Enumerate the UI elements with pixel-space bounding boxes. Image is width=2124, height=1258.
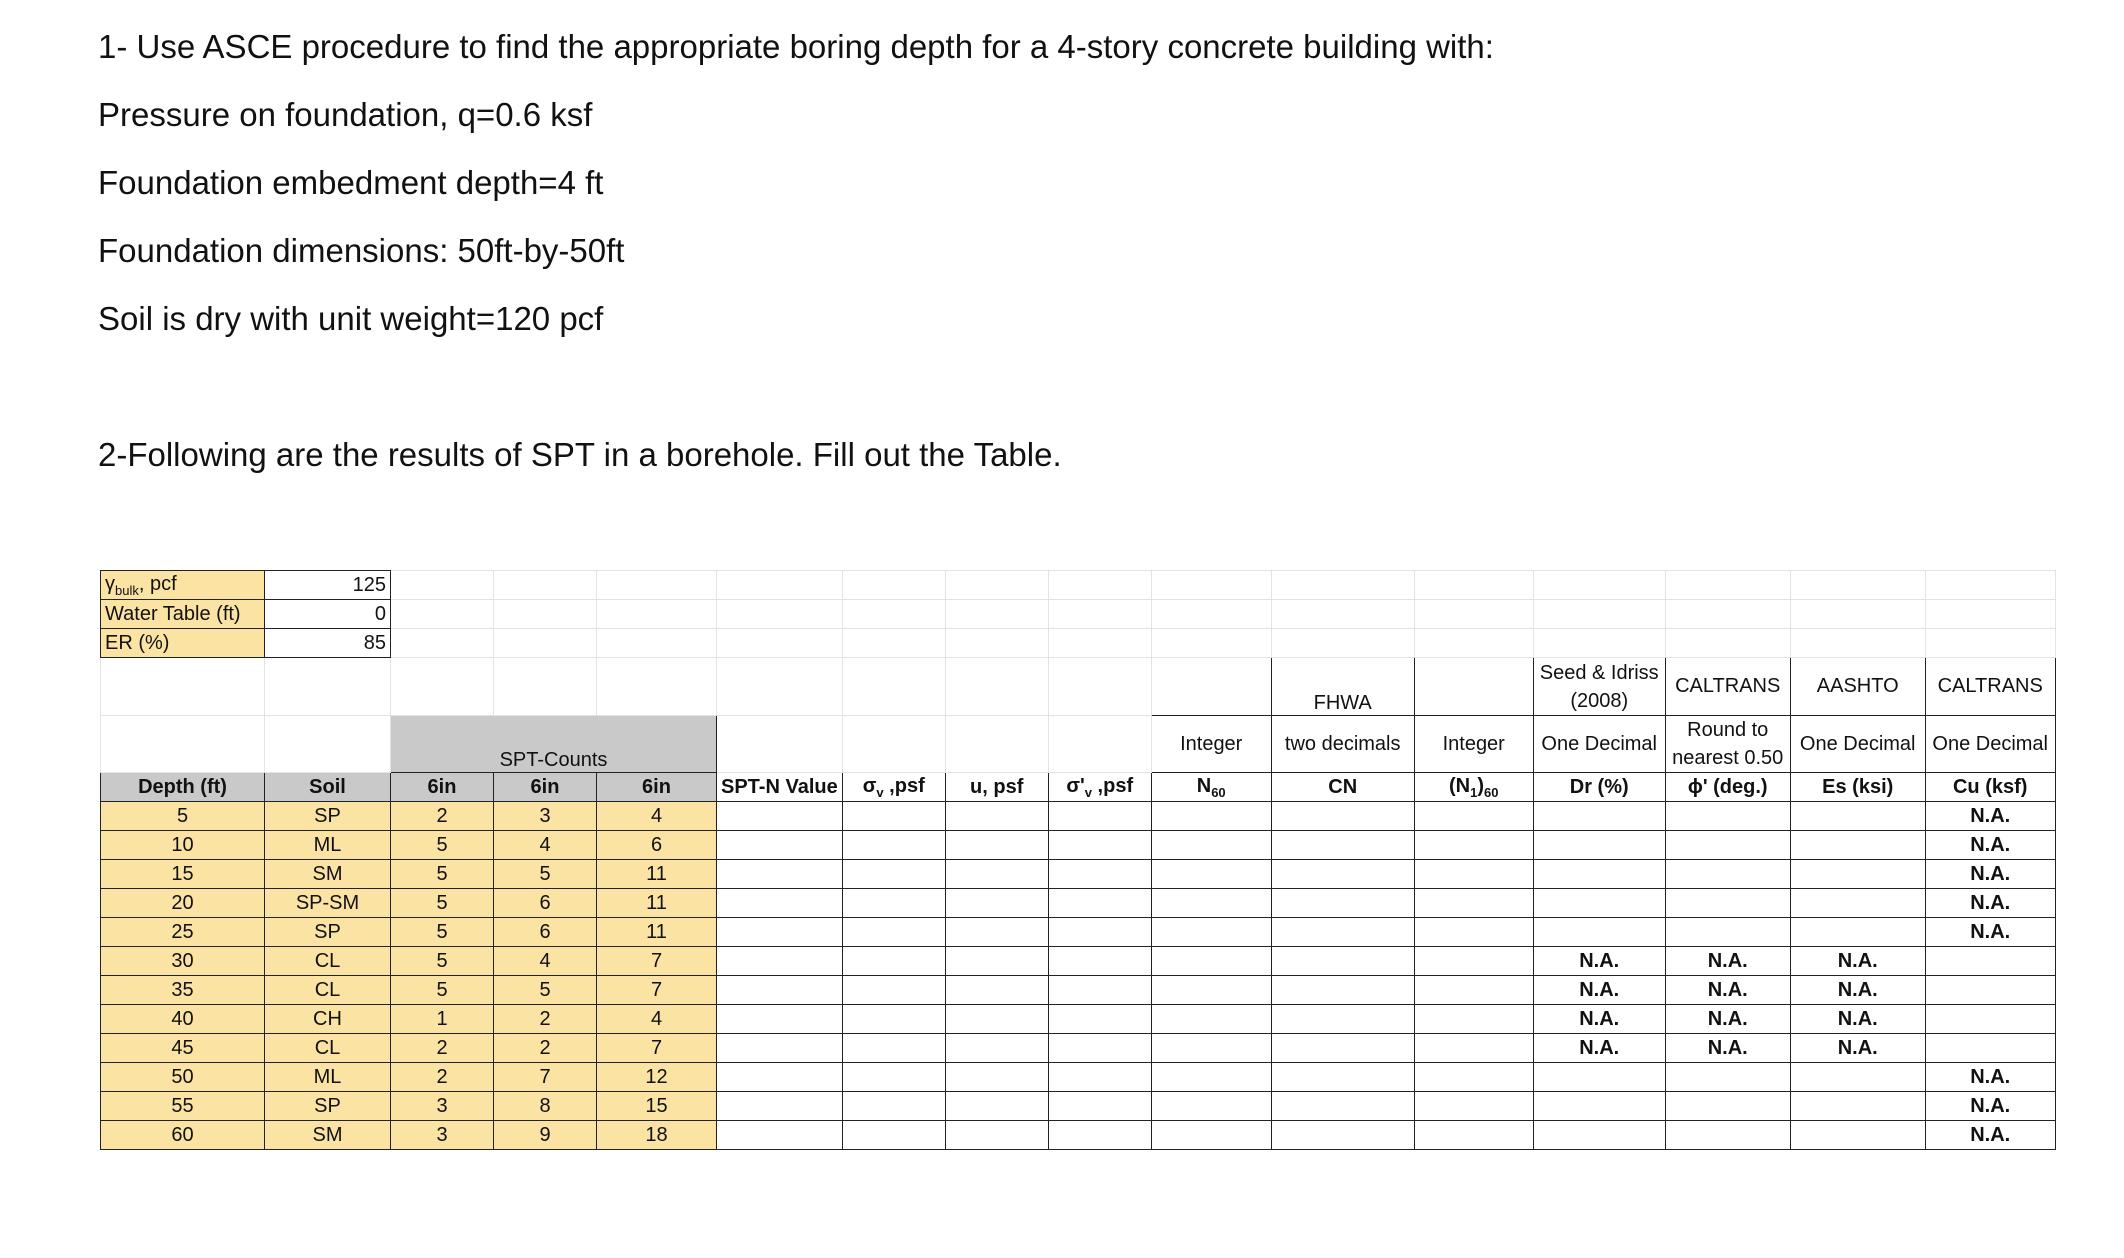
cell-n160[interactable] — [1414, 947, 1533, 976]
cell-es[interactable] — [1790, 1092, 1925, 1121]
cell-c2[interactable]: 2 — [494, 1005, 597, 1034]
cell-c2[interactable]: 5 — [494, 976, 597, 1005]
cell-phi[interactable]: N.A. — [1665, 947, 1790, 976]
cell-c1[interactable]: 5 — [391, 976, 494, 1005]
er-value[interactable]: 85 — [265, 629, 391, 658]
precision-cu: One Decimal — [1925, 716, 2055, 773]
cell-n60[interactable] — [1151, 1034, 1271, 1063]
cell-phi[interactable] — [1665, 889, 1790, 918]
cell-sigma[interactable] — [842, 860, 945, 889]
cell-c2[interactable]: 6 — [494, 889, 597, 918]
cell-c3[interactable]: 11 — [597, 860, 717, 889]
cell-n60[interactable] — [1151, 1121, 1271, 1150]
cell-n160[interactable] — [1414, 802, 1533, 831]
cell-es[interactable]: N.A. — [1790, 976, 1925, 1005]
cell-c1[interactable]: 3 — [391, 1092, 494, 1121]
header-source-row — [101, 658, 2056, 716]
cell-es[interactable]: N.A. — [1790, 1034, 1925, 1063]
cell-cn[interactable] — [1271, 860, 1414, 889]
cell-c2[interactable]: 4 — [494, 831, 597, 860]
cell-depth[interactable]: 10 — [101, 831, 265, 860]
cell-u[interactable] — [945, 802, 1048, 831]
cell-n160[interactable] — [1414, 976, 1533, 1005]
er-label: ER (%) — [101, 629, 265, 658]
precision-n60: Integer — [1151, 716, 1271, 773]
cell-sigma[interactable] — [842, 918, 945, 947]
cell-sptn[interactable] — [717, 1121, 843, 1150]
cell-soil[interactable]: CH — [265, 1005, 391, 1034]
col-phi: ϕ' (deg.) — [1665, 773, 1790, 802]
spt-table — [100, 570, 2056, 1150]
cell-dr[interactable] — [1533, 860, 1665, 889]
cell-dr[interactable] — [1533, 802, 1665, 831]
cell-cu[interactable]: N.A. — [1925, 831, 2055, 860]
precision-dr: One Decimal — [1533, 716, 1665, 773]
cell-c1[interactable]: 5 — [391, 860, 494, 889]
source-cu: CALTRANS — [1925, 658, 2055, 716]
col-cn: CN — [1271, 773, 1414, 802]
cell-dr[interactable] — [1533, 831, 1665, 860]
cell-soil[interactable]: SP — [265, 1092, 391, 1121]
source-n60 — [1151, 658, 1271, 716]
cell-c3[interactable]: 4 — [597, 1005, 717, 1034]
cell-dr[interactable] — [1533, 1063, 1665, 1092]
cell-n60[interactable] — [1151, 889, 1271, 918]
cell-sigma[interactable] — [842, 1005, 945, 1034]
cell-u[interactable] — [945, 889, 1048, 918]
cell-n160[interactable] — [1414, 1005, 1533, 1034]
problem1-line-soil: Soil is dry with unit weight=120 pcf — [98, 300, 604, 337]
cell-soil[interactable]: ML — [265, 831, 391, 860]
cell-sigma[interactable] — [842, 1121, 945, 1150]
col-depth: Depth (ft) — [101, 773, 265, 802]
cell-cu[interactable]: N.A. — [1925, 1092, 2055, 1121]
cell-cu[interactable]: N.A. — [1925, 918, 2055, 947]
cell-n160[interactable] — [1414, 831, 1533, 860]
cell-sptn[interactable] — [717, 831, 843, 860]
cell-c3[interactable]: 7 — [597, 947, 717, 976]
cell-depth[interactable]: 20 — [101, 889, 265, 918]
cell-dr[interactable] — [1533, 1092, 1665, 1121]
precision-cn: two decimals — [1271, 716, 1414, 773]
cell-soil[interactable]: CL — [265, 976, 391, 1005]
cell-u[interactable] — [945, 976, 1048, 1005]
cell-sigmap[interactable] — [1048, 802, 1151, 831]
table-row — [101, 1092, 2056, 1121]
cell-c3[interactable]: 12 — [597, 1063, 717, 1092]
cell-n60[interactable] — [1151, 947, 1271, 976]
cell-sigmap[interactable] — [1048, 1121, 1151, 1150]
cell-sigmap[interactable] — [1048, 1005, 1151, 1034]
cell-sptn[interactable] — [717, 1034, 843, 1063]
cell-n60[interactable] — [1151, 918, 1271, 947]
cell-u[interactable] — [945, 1005, 1048, 1034]
cell-c3[interactable]: 7 — [597, 976, 717, 1005]
cell-es[interactable]: N.A. — [1790, 1005, 1925, 1034]
cell-cu[interactable]: N.A. — [1925, 1063, 2055, 1092]
cell-es[interactable]: N.A. — [1790, 947, 1925, 976]
cell-cu[interactable]: N.A. — [1925, 860, 2055, 889]
col-es: Es (ksi) — [1790, 773, 1925, 802]
cell-c3[interactable]: 15 — [597, 1092, 717, 1121]
cell-dr[interactable] — [1533, 1121, 1665, 1150]
cell-u[interactable] — [945, 1034, 1048, 1063]
cell-c1[interactable]: 5 — [391, 889, 494, 918]
table-row — [101, 976, 2056, 1005]
cell-c3[interactable]: 7 — [597, 1034, 717, 1063]
cell-sigmap[interactable] — [1048, 889, 1151, 918]
cell-dr[interactable]: N.A. — [1533, 947, 1665, 976]
cell-c1[interactable]: 2 — [391, 1034, 494, 1063]
cell-c2[interactable]: 8 — [494, 1092, 597, 1121]
cell-n160[interactable] — [1414, 1063, 1533, 1092]
cell-c1[interactable]: 5 — [391, 831, 494, 860]
cell-n160[interactable] — [1414, 1034, 1533, 1063]
cell-sigma[interactable] — [842, 976, 945, 1005]
cell-sigmap[interactable] — [1048, 918, 1151, 947]
table-row — [101, 802, 2056, 831]
col-sigma-v: $\sigma_v$ ,psf — [842, 773, 945, 802]
cell-sigmap[interactable] — [1048, 1063, 1151, 1092]
cell-depth[interactable]: 55 — [101, 1092, 265, 1121]
cell-c2[interactable]: 5 — [494, 860, 597, 889]
precision-phi: Round to nearest 0.50 — [1665, 716, 1790, 773]
col-6in-1: 6in — [391, 773, 494, 802]
data-rows — [101, 802, 2056, 1150]
cell-u[interactable] — [945, 947, 1048, 976]
cell-c2[interactable]: 3 — [494, 802, 597, 831]
cell-cn[interactable] — [1271, 947, 1414, 976]
param-row-gamma — [101, 571, 2056, 600]
cell-c1[interactable]: 1 — [391, 1005, 494, 1034]
cell-sptn[interactable] — [717, 1005, 843, 1034]
cell-u[interactable] — [945, 1092, 1048, 1121]
cell-cn[interactable] — [1271, 1092, 1414, 1121]
param-row-er — [101, 629, 2056, 658]
cell-phi[interactable] — [1665, 918, 1790, 947]
cell-c3[interactable]: 4 — [597, 802, 717, 831]
table-row — [101, 947, 2056, 976]
cell-c1[interactable]: 5 — [391, 947, 494, 976]
cell-n160[interactable] — [1414, 1121, 1533, 1150]
cell-es[interactable] — [1790, 918, 1925, 947]
cell-c3[interactable]: 18 — [597, 1121, 717, 1150]
table-row — [101, 1034, 2056, 1063]
cell-sigma[interactable] — [842, 1063, 945, 1092]
problem1-line-embedment: Foundation embedment depth=4 ft — [98, 164, 604, 201]
cell-cn[interactable] — [1271, 831, 1414, 860]
cell-phi[interactable]: N.A. — [1665, 976, 1790, 1005]
header-precision-row — [101, 716, 2056, 773]
cell-c3[interactable]: 11 — [597, 918, 717, 947]
cell-c2[interactable]: 6 — [494, 918, 597, 947]
cell-soil[interactable]: CL — [265, 947, 391, 976]
cell-sigmap[interactable] — [1048, 947, 1151, 976]
cell-soil[interactable]: SP-SM — [265, 889, 391, 918]
col-soil: Soil — [265, 773, 391, 802]
source-es: AASHTO — [1790, 658, 1925, 716]
col-u: u, psf — [945, 773, 1048, 802]
cell-dr[interactable]: N.A. — [1533, 1005, 1665, 1034]
gamma-label: $\gamma_{bulk}$, pcf — [101, 571, 265, 600]
cell-c2[interactable]: 4 — [494, 947, 597, 976]
cell-n160[interactable] — [1414, 1092, 1533, 1121]
col-dr: Dr (%) — [1533, 773, 1665, 802]
cell-phi[interactable] — [1665, 1092, 1790, 1121]
cell-n60[interactable] — [1151, 860, 1271, 889]
cell-soil[interactable]: CL — [265, 1034, 391, 1063]
problem1-line-dimensions: Foundation dimensions: 50ft-by-50ft — [98, 232, 625, 269]
cell-cn[interactable] — [1271, 918, 1414, 947]
cell-sptn[interactable] — [717, 947, 843, 976]
cell-dr[interactable] — [1533, 889, 1665, 918]
cell-sigma[interactable] — [842, 802, 945, 831]
col-cu: Cu (ksf) — [1925, 773, 2055, 802]
cell-sigmap[interactable] — [1048, 976, 1151, 1005]
col-sigma-v-eff: $\sigma'_v$ ,psf — [1048, 773, 1151, 802]
cell-sigma[interactable] — [842, 831, 945, 860]
cell-phi[interactable] — [1665, 1121, 1790, 1150]
cell-sigma[interactable] — [842, 889, 945, 918]
cell-u[interactable] — [945, 1063, 1048, 1092]
cell-c1[interactable]: 2 — [391, 802, 494, 831]
col-6in-3: 6in — [597, 773, 717, 802]
cell-depth[interactable]: 40 — [101, 1005, 265, 1034]
cell-u[interactable] — [945, 918, 1048, 947]
cell-sigmap[interactable] — [1048, 860, 1151, 889]
cell-c1[interactable]: 5 — [391, 918, 494, 947]
cell-dr[interactable]: N.A. — [1533, 1034, 1665, 1063]
cell-c3[interactable]: 6 — [597, 831, 717, 860]
cell-es[interactable] — [1790, 802, 1925, 831]
cell-es[interactable] — [1790, 889, 1925, 918]
cell-n160[interactable] — [1414, 860, 1533, 889]
table-row — [101, 918, 2056, 947]
table-row — [101, 889, 2056, 918]
cell-cn[interactable] — [1271, 976, 1414, 1005]
cell-cu[interactable] — [1925, 1034, 2055, 1063]
cell-es[interactable] — [1790, 860, 1925, 889]
cell-depth[interactable]: 5 — [101, 802, 265, 831]
cell-dr[interactable]: N.A. — [1533, 976, 1665, 1005]
problem1-title: 1- Use ASCE procedure to find the appropriate boring depth for a 4-story concrete building with: — [98, 28, 1494, 65]
cell-depth[interactable]: 15 — [101, 860, 265, 889]
cell-c2[interactable]: 2 — [494, 1034, 597, 1063]
water-table-label: Water Table (ft) — [101, 600, 265, 629]
cell-phi[interactable]: N.A. — [1665, 1034, 1790, 1063]
cell-cu[interactable] — [1925, 1005, 2055, 1034]
cell-soil[interactable]: SP — [265, 918, 391, 947]
cell-soil[interactable]: ML — [265, 1063, 391, 1092]
cell-depth[interactable]: 60 — [101, 1121, 265, 1150]
cell-n160[interactable] — [1414, 918, 1533, 947]
cell-u[interactable] — [945, 831, 1048, 860]
cell-soil[interactable]: SM — [265, 1121, 391, 1150]
precision-es: One Decimal — [1790, 716, 1925, 773]
problem1-line-pressure: Pressure on foundation, q=0.6 ksf — [98, 96, 593, 133]
cell-sptn[interactable] — [717, 860, 843, 889]
source-phi: CALTRANS — [1665, 658, 1790, 716]
cell-cu[interactable]: N.A. — [1925, 802, 2055, 831]
col-n160: $(N_1)_{60}$ — [1414, 773, 1533, 802]
cell-depth[interactable]: 35 — [101, 976, 265, 1005]
cell-soil[interactable]: SM — [265, 860, 391, 889]
cell-sigmap[interactable] — [1048, 1092, 1151, 1121]
cell-cu[interactable] — [1925, 947, 2055, 976]
cell-c2[interactable]: 9 — [494, 1121, 597, 1150]
cell-phi[interactable] — [1665, 1063, 1790, 1092]
cell-phi[interactable] — [1665, 802, 1790, 831]
cell-n60[interactable] — [1151, 976, 1271, 1005]
cell-dr[interactable] — [1533, 918, 1665, 947]
cell-sptn[interactable] — [717, 1063, 843, 1092]
table-row — [101, 1121, 2056, 1150]
cell-c1[interactable]: 2 — [391, 1063, 494, 1092]
cell-sptn[interactable] — [717, 918, 843, 947]
table-row — [101, 831, 2056, 860]
problem2-title: 2-Following are the results of SPT in a borehole. Fill out the Table. — [98, 436, 1062, 473]
source-dr: Seed & Idriss (2008) — [1533, 658, 1665, 716]
col-spt-n: SPT-N Value — [717, 773, 843, 802]
cell-n60[interactable] — [1151, 802, 1271, 831]
source-cn: FHWA — [1271, 658, 1414, 716]
cell-u[interactable] — [945, 860, 1048, 889]
table-row — [101, 1005, 2056, 1034]
spt-counts-header: SPT-Counts — [391, 716, 717, 773]
cell-u[interactable] — [945, 1121, 1048, 1150]
column-header-row — [101, 773, 2056, 802]
cell-cu[interactable] — [1925, 976, 2055, 1005]
cell-sptn[interactable] — [717, 889, 843, 918]
gamma-value[interactable]: 125 — [265, 571, 391, 600]
cell-n60[interactable] — [1151, 1005, 1271, 1034]
cell-n160[interactable] — [1414, 889, 1533, 918]
cell-depth[interactable]: 30 — [101, 947, 265, 976]
cell-es[interactable] — [1790, 1121, 1925, 1150]
cell-phi[interactable]: N.A. — [1665, 1005, 1790, 1034]
cell-depth[interactable]: 50 — [101, 1063, 265, 1092]
source-n160 — [1414, 658, 1533, 716]
cell-sptn[interactable] — [717, 976, 843, 1005]
cell-sigmap[interactable] — [1048, 831, 1151, 860]
cell-es[interactable] — [1790, 831, 1925, 860]
cell-n60[interactable] — [1151, 1063, 1271, 1092]
cell-soil[interactable]: SP — [265, 802, 391, 831]
cell-cn[interactable] — [1271, 889, 1414, 918]
cell-es[interactable] — [1790, 1063, 1925, 1092]
cell-sigmap[interactable] — [1048, 1034, 1151, 1063]
cell-cn[interactable] — [1271, 1034, 1414, 1063]
precision-n160: Integer — [1414, 716, 1533, 773]
cell-sptn[interactable] — [717, 802, 843, 831]
cell-depth[interactable]: 45 — [101, 1034, 265, 1063]
cell-cn[interactable] — [1271, 1063, 1414, 1092]
cell-cu[interactable]: N.A. — [1925, 1121, 2055, 1150]
col-n60: $N_{60}$ — [1151, 773, 1271, 802]
cell-c3[interactable]: 11 — [597, 889, 717, 918]
param-row-water-table — [101, 600, 2056, 629]
water-table-value[interactable]: 0 — [265, 600, 391, 629]
cell-sigma[interactable] — [842, 1092, 945, 1121]
cell-n60[interactable] — [1151, 1092, 1271, 1121]
cell-phi[interactable] — [1665, 831, 1790, 860]
cell-cu[interactable]: N.A. — [1925, 889, 2055, 918]
cell-sptn[interactable] — [717, 1092, 843, 1121]
table-row — [101, 860, 2056, 889]
cell-c2[interactable]: 7 — [494, 1063, 597, 1092]
table-row — [101, 1063, 2056, 1092]
cell-cn[interactable] — [1271, 1121, 1414, 1150]
cell-cn[interactable] — [1271, 1005, 1414, 1034]
cell-phi[interactable] — [1665, 860, 1790, 889]
cell-depth[interactable]: 25 — [101, 918, 265, 947]
cell-cn[interactable] — [1271, 802, 1414, 831]
col-6in-2: 6in — [494, 773, 597, 802]
cell-sigma[interactable] — [842, 1034, 945, 1063]
cell-n60[interactable] — [1151, 831, 1271, 860]
cell-c1[interactable]: 3 — [391, 1121, 494, 1150]
cell-sigma[interactable] — [842, 947, 945, 976]
